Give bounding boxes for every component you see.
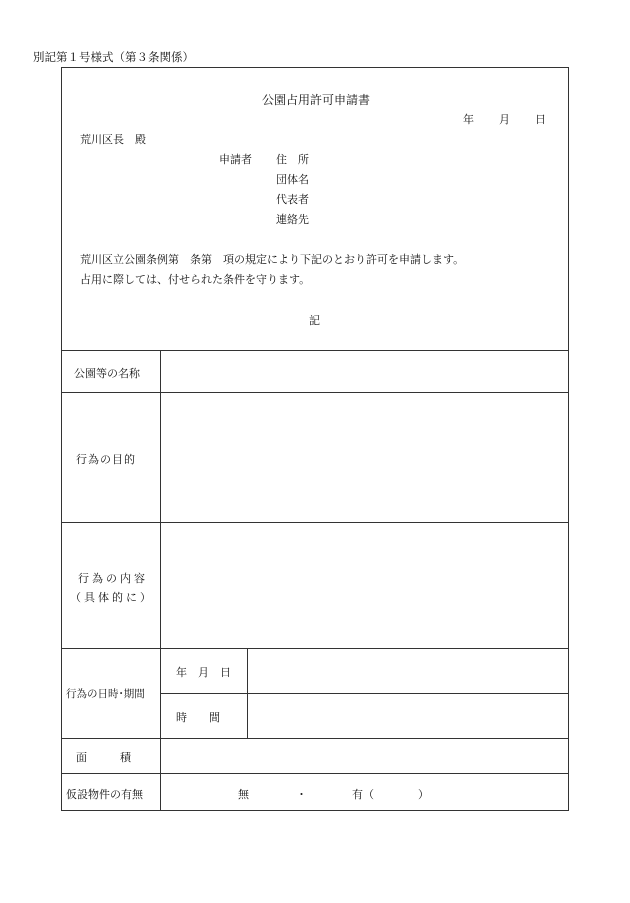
option-yes: 有（ ）: [352, 788, 429, 801]
row-divider: [61, 392, 569, 393]
field-contact: 連絡先: [276, 213, 309, 226]
option-none: 無: [238, 788, 249, 801]
applicant-label: 申請者: [219, 153, 252, 166]
field-representative: 代表者: [276, 193, 309, 206]
label-purpose: 行為の目的: [76, 453, 136, 466]
statement-line-1: 荒川区立公園条例第 条第 項の規定により下記のとおり許可を申請します。: [80, 253, 465, 266]
label-park-name: 公園等の名称: [74, 367, 140, 380]
label-temp-structure: 仮設物件の有無: [66, 788, 143, 801]
row-divider: [161, 693, 569, 694]
row-divider: [61, 738, 569, 739]
label-area: 面 積: [76, 751, 131, 764]
statement-line-2: 占用に際しては、付せられた条件を守ります。: [80, 273, 311, 286]
label-content-detail: （具体的に）: [70, 591, 154, 604]
ki-marker: 記: [309, 314, 320, 327]
label-date-ymd: 年 月 日: [176, 666, 231, 679]
row-divider: [61, 350, 569, 351]
row-divider: [61, 648, 569, 649]
row-divider: [61, 773, 569, 774]
datetime-column-divider: [247, 648, 248, 738]
form-title: 公園占用許可申請書: [262, 93, 371, 107]
addressee: 荒川区長 殿: [80, 133, 146, 146]
label-datetime: 行為の日時･期間: [66, 688, 145, 700]
label-time: 時 間: [176, 711, 220, 724]
label-content: 行為の内容: [78, 572, 148, 585]
date-year: 年: [463, 113, 474, 126]
form-reference: 別記第１号様式（第３条関係）: [33, 50, 194, 64]
label-column-divider: [160, 350, 161, 811]
date-month: 月: [499, 113, 510, 126]
row-divider: [61, 522, 569, 523]
field-organization: 団体名: [276, 173, 309, 186]
date-day: 日: [535, 113, 546, 126]
field-address: 住 所: [276, 153, 309, 166]
option-separator: ・: [296, 788, 307, 801]
